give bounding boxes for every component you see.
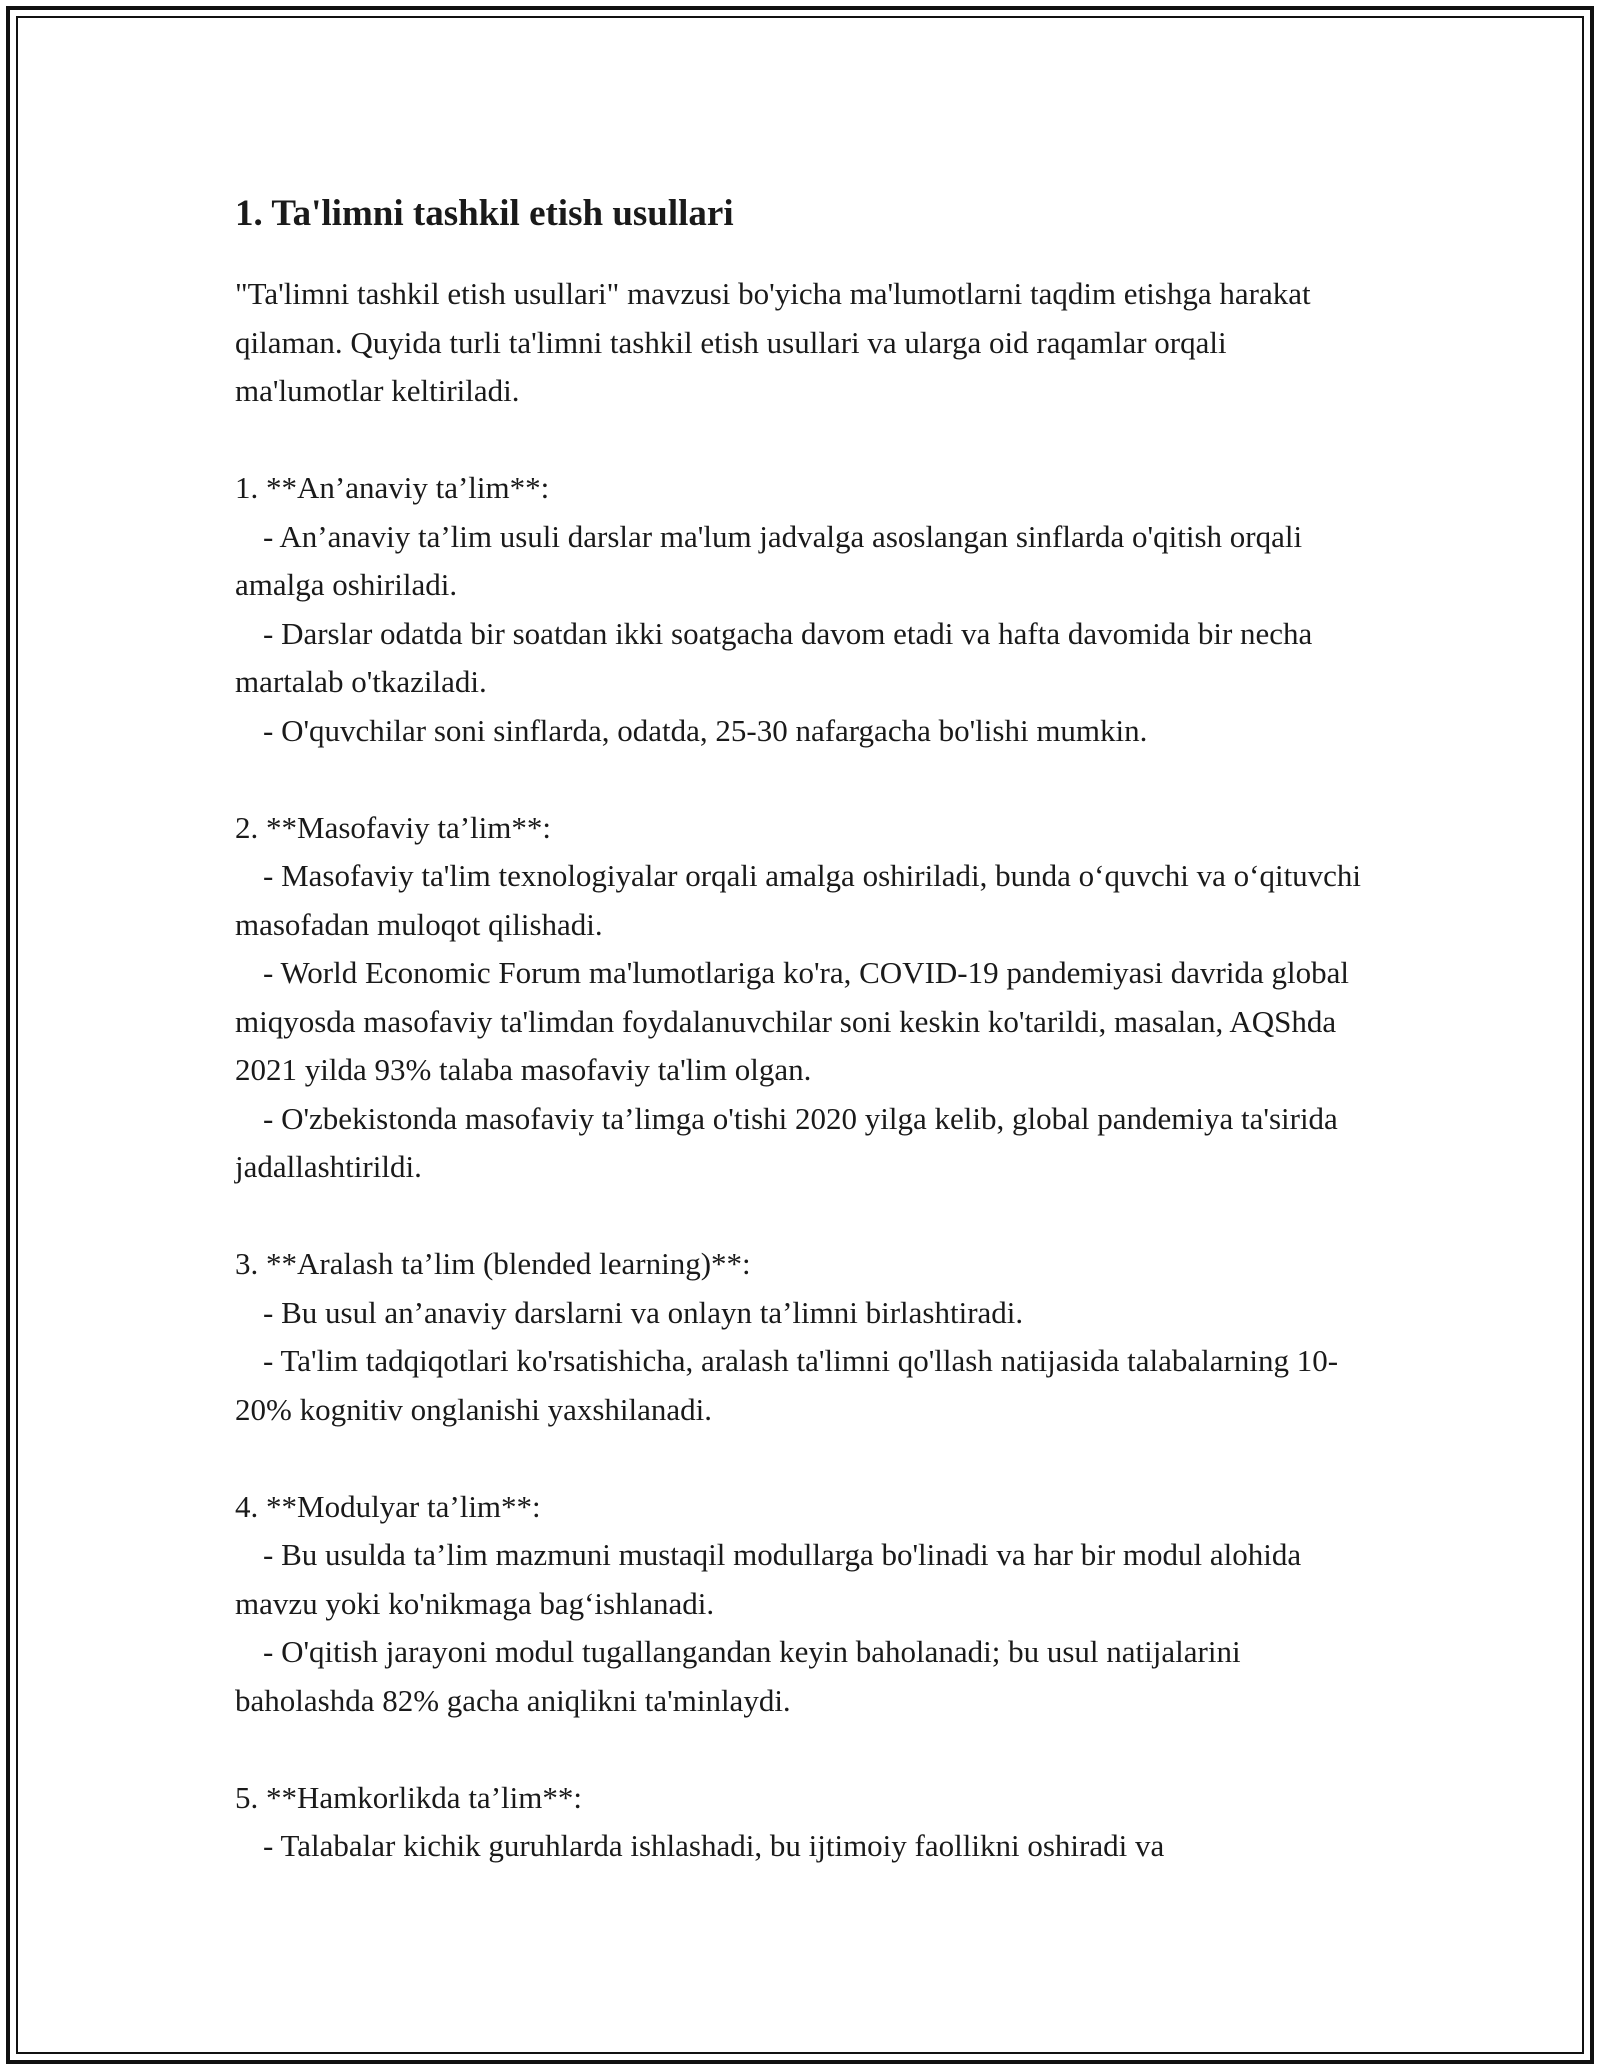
document-heading: 1. Ta'limni tashkil etish usullari — [235, 193, 734, 234]
section-title: 2. **Masofaviy ta’lim**: — [235, 809, 551, 845]
bullet-item: - Bu usul an’anaviy darslarni va onlayn ta’limni birlashtiradi. — [263, 1294, 1024, 1330]
section-traditional — [235, 464, 1375, 755]
section-blended — [235, 1240, 1375, 1434]
bullet-item: - Masofaviy ta'lim texnologiyalar orqali amalga oshiriladi, bunda o‘quvchi va o‘qituvchi masofadan muloqot qilishadi. — [235, 858, 1362, 942]
section-title: 4. **Modulyar ta’lim**: — [235, 1488, 541, 1524]
bullet-item: - Bu usulda ta’lim mazmuni mustaqil modullarga bo'linadi va har bir modul alohida mavzu yoki ko'nikmaga bag‘ishlanadi. — [235, 1537, 1302, 1621]
section-modular — [235, 1483, 1375, 1726]
document-body — [235, 186, 1375, 1871]
bullet-item: - An’anaviy ta’lim usuli darslar ma'lum jadvalga asoslangan sinflarda o'qitish orqali amalga oshiriladi. — [235, 518, 1303, 602]
bullet-item: - Darslar odatda bir soatdan ikki soatgacha davom etadi va hafta davomida bir necha martalab o'tkaziladi. — [235, 615, 1313, 699]
intro-paragraph: "Ta'limni tashkil etish usullari" mavzusi bo'yicha ma'lumotlarni taqdim etishga harakat qilaman. Quyida turli ta'limni tashkil etish usullari va ularga oid raqamlar orqali ma'lumotlar keltiriladi. — [235, 276, 1311, 408]
section-title: 1. **An’anaviy ta’lim**: — [235, 470, 550, 505]
bullet-item: - Talabalar kichik guruhlarda ishlashadi, bu ijtimoiy faollikni oshiradi va — [263, 1828, 1165, 1863]
section-distance — [235, 804, 1375, 1192]
bullet-item: - World Economic Forum ma'lumotlariga ko'ra, COVID-19 pandemiyasi davrida global miqyosda masofaviy ta'limdan foydalanuvchilar soni keskin ko'tarildi, masalan, AQShda 2021 yilda 93% talaba masofaviy ta'lim olgan. — [235, 955, 1349, 1087]
section-collaborative — [235, 1774, 1375, 1871]
bullet-item: - O'zbekistonda masofaviy ta’limga o'tishi 2020 yilga kelib, global pandemiya ta'sirida jadallashtirildi. — [235, 1100, 1338, 1184]
section-title: 3. **Aralash ta’lim (blended learning)**: — [235, 1246, 751, 1281]
bullet-item: - Ta'lim tadqiqotlari ko'rsatishicha, aralash ta'limni qo'llash natijasida talabalarning 10-20% kognitiv onglanishi yaxshilanadi. — [235, 1343, 1339, 1427]
bullet-item: - O'qitish jarayoni modul tugallangandan keyin baholanadi; bu usul natijalarini baholashda 82% gacha aniqlikni ta'minlaydi. — [235, 1634, 1241, 1718]
section-title: 5. **Hamkorlikda ta’lim**: — [235, 1779, 582, 1815]
bullet-item: - O'quvchilar soni sinflarda, odatda, 25-30 nafargacha bo'lishi mumkin. — [263, 712, 1148, 748]
